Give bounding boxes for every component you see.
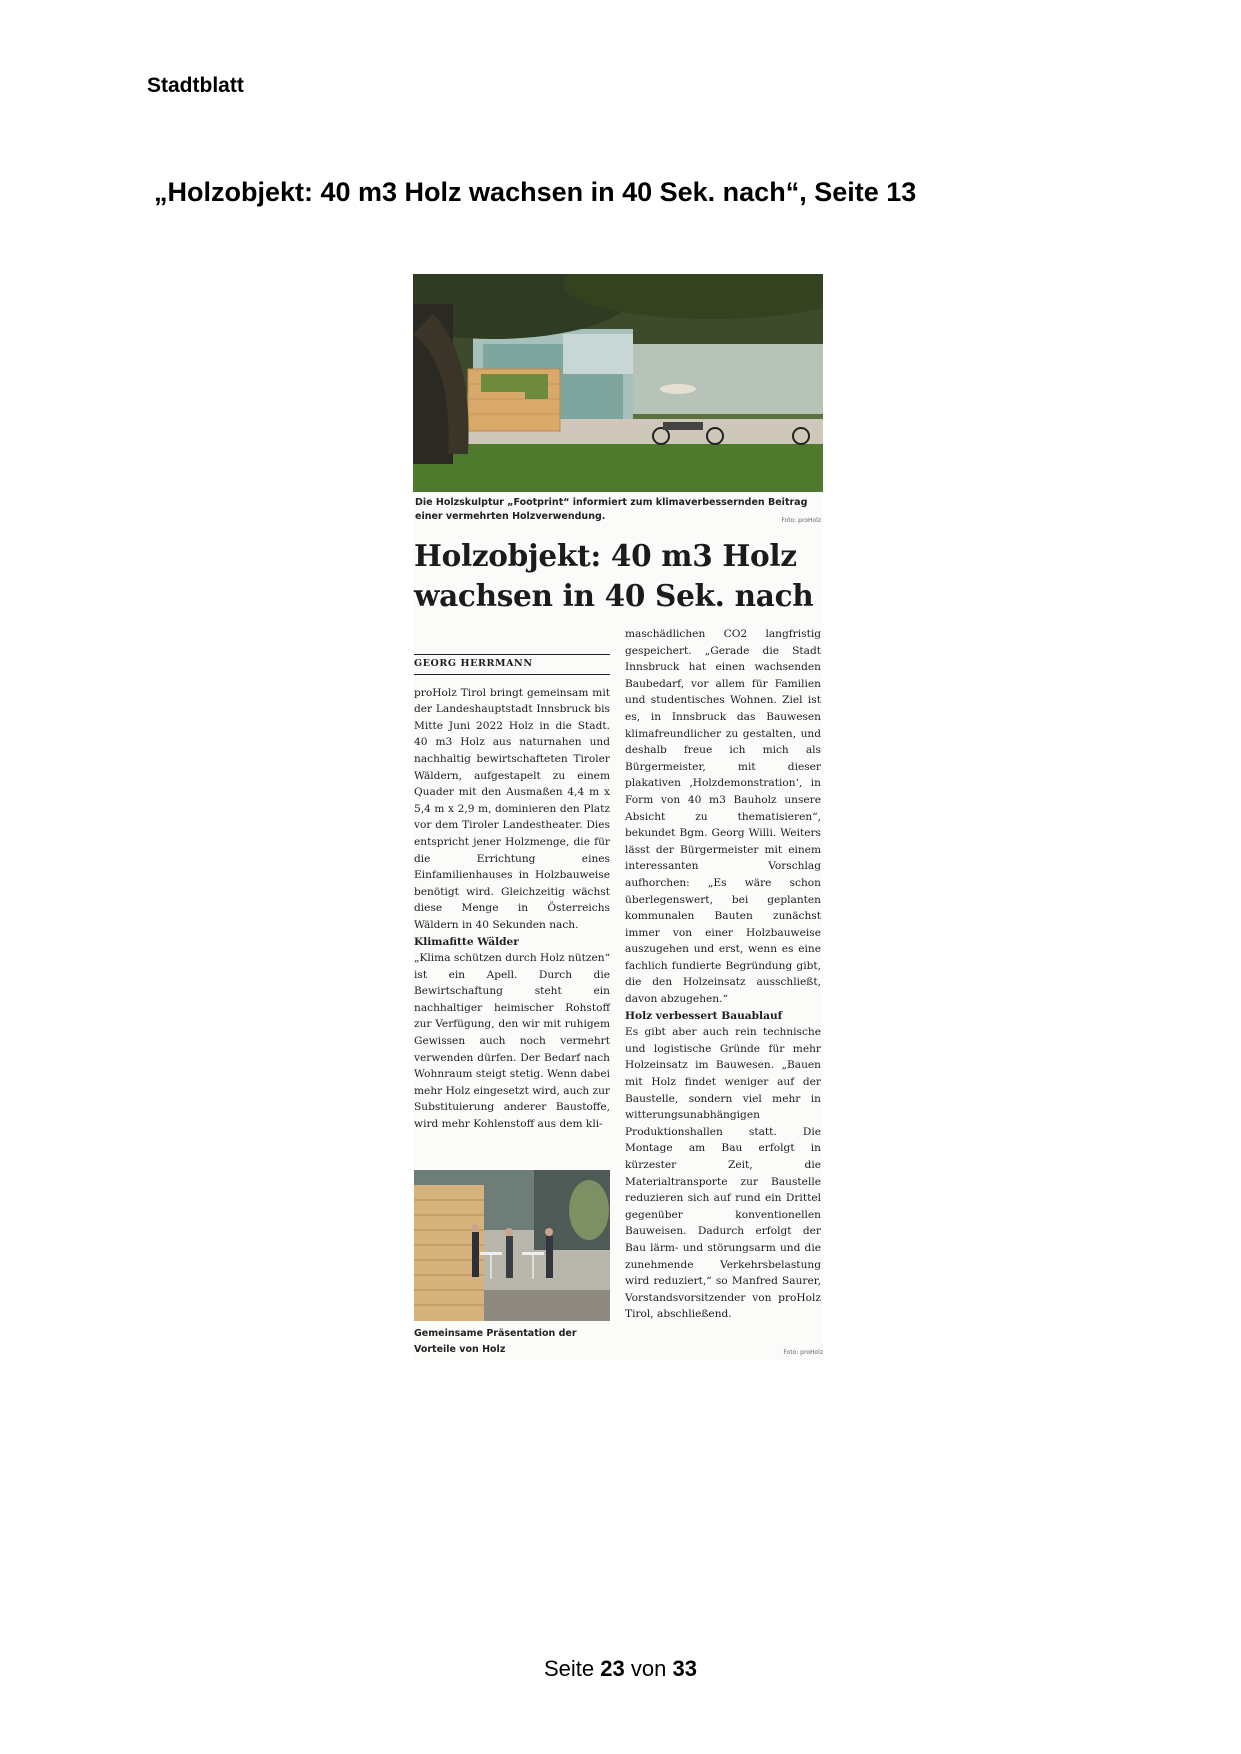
photo-bottom-caption: Gemeinsame Präsentation der Vorteile von Holz [414,1328,577,1355]
photo-bottom-credit: Foto: proHolz [783,1349,823,1356]
paragraph: „Klima schützen durch Holz nützen“ ist ein Apell. Durch die Bewirtschaftung steht ein nachhaltiger heimischer Rohstoff zur Verfügung, den wir mit ruhigem Gewissen auch noch vermehrt verwenden dürfen. Der Bedarf nach Wohnraum steigt stetig. Wenn dabei mehr Holz eingesetzt wird, auch zur Substituierung anderer Baustoffe, wird mehr Kohlenstoff aus dem kli- [414,952,610,1131]
photo-presentation [414,1170,610,1321]
newspaper-clipping [413,274,823,1360]
page-number: 23 [600,1656,625,1681]
publication-name: Stadtblatt [147,74,244,97]
article-column-2 [625,626,821,1323]
footer-middle: von [630,1656,667,1681]
subheading: Holz verbessert Bauablauf [625,1009,783,1022]
article-column-1 [414,654,610,1133]
article-headline: Holzobjekt: 40 m3 Holz wachsen in 40 Sek. nach [414,538,814,613]
photo-top-caption: Die Holzskulptur „Footprint“ informiert zum klimaverbessernden Beitrag einer vermehrten Holzverwendung. [415,497,808,522]
page-total: 33 [672,1656,697,1681]
photo-top-credit: Foto: proHolz [781,517,821,524]
paragraph: Es gibt aber auch rein technische und logistische Gründe für mehr Holzeinsatz im Bauwesen. „Bauen mit Holz findet weniger auf der Baustelle, sondern viel mehr in witterungsunabhängigen Produktionshallen statt. Die Montage am Bau erfolgt in kürzester Zeit, die Materialtransporte zur Baustelle reduzieren sich auf rund ein Drittel gegenüber konventionellen Bauweisen. Dadurch erfolgt der Bau lärm- und störungsarm und die zunehmende Verkehrsbelastung wird reduziert,“ so Manfred Saurer, Vorstandsvorsitzender von proHolz Tirol, abschließend. [625,1026,821,1321]
byline: GEORG HERRMANN [414,654,610,675]
clip-title: „Holzobjekt: 40 m3 Holz wachsen in 40 Sek. nach“, Seite 13 [154,177,917,207]
subheading: Klimafitte Wälder [414,935,519,948]
footer-prefix: Seite [544,1656,595,1681]
paragraph: proHolz Tirol bringt gemeinsam mit der Landeshauptstadt Innsbruck bis Mitte Juni 2022 Holz in die Stadt. 40 m3 Holz aus naturnahen und nachhaltig bewirtschafteten Tiroler Wäldern, aufgestapelt zu einem Quader mit den Ausmaßen 4,4 m x 5,4 m x 2,9 m, dominieren den Platz vor dem Tiroler Landestheater. Dies entspricht jener Holzmenge, die für die Errichtung eines Einfamilienhauses in Holzbauweise benötigt wird. Gleichzeitig wächst diese Menge in Österreichs Wäldern in 40 Sekunden nach. [414,686,610,931]
paragraph: maschädlichen CO2 langfristig gespeichert. „Gerade die Stadt Innsbruck hat einen wachsenden Baubedarf, vor allem für Familien und studentisches Wohnen. Ziel ist es, in Innsbruck das Bauwesen klimafreundlicher zu gestalten, und deshalb freue ich mich als Bürgermeister, mit dieser plakativen ‚Holzdemonstration‘, in Form von 40 m3 Bauholz unsere Absicht zu thematisieren“, bekundet Bgm. Georg Willi. Weiters lässt der Bürgermeister mit einem interessanten Vorschlag aufhorchen: „Es wäre schon überlegenswert, bei geplanten kommunalen Bauten zunächst immer von einer Holzbauweise auszugehen und erst, wenn es eine fachlich fundierte Begründung gibt, die den Holzeinsatz ausschließt, davon abzugehen.“ [625,628,821,1006]
photo-wood-sculpture [413,274,823,492]
page-footer [0,1656,1241,1682]
